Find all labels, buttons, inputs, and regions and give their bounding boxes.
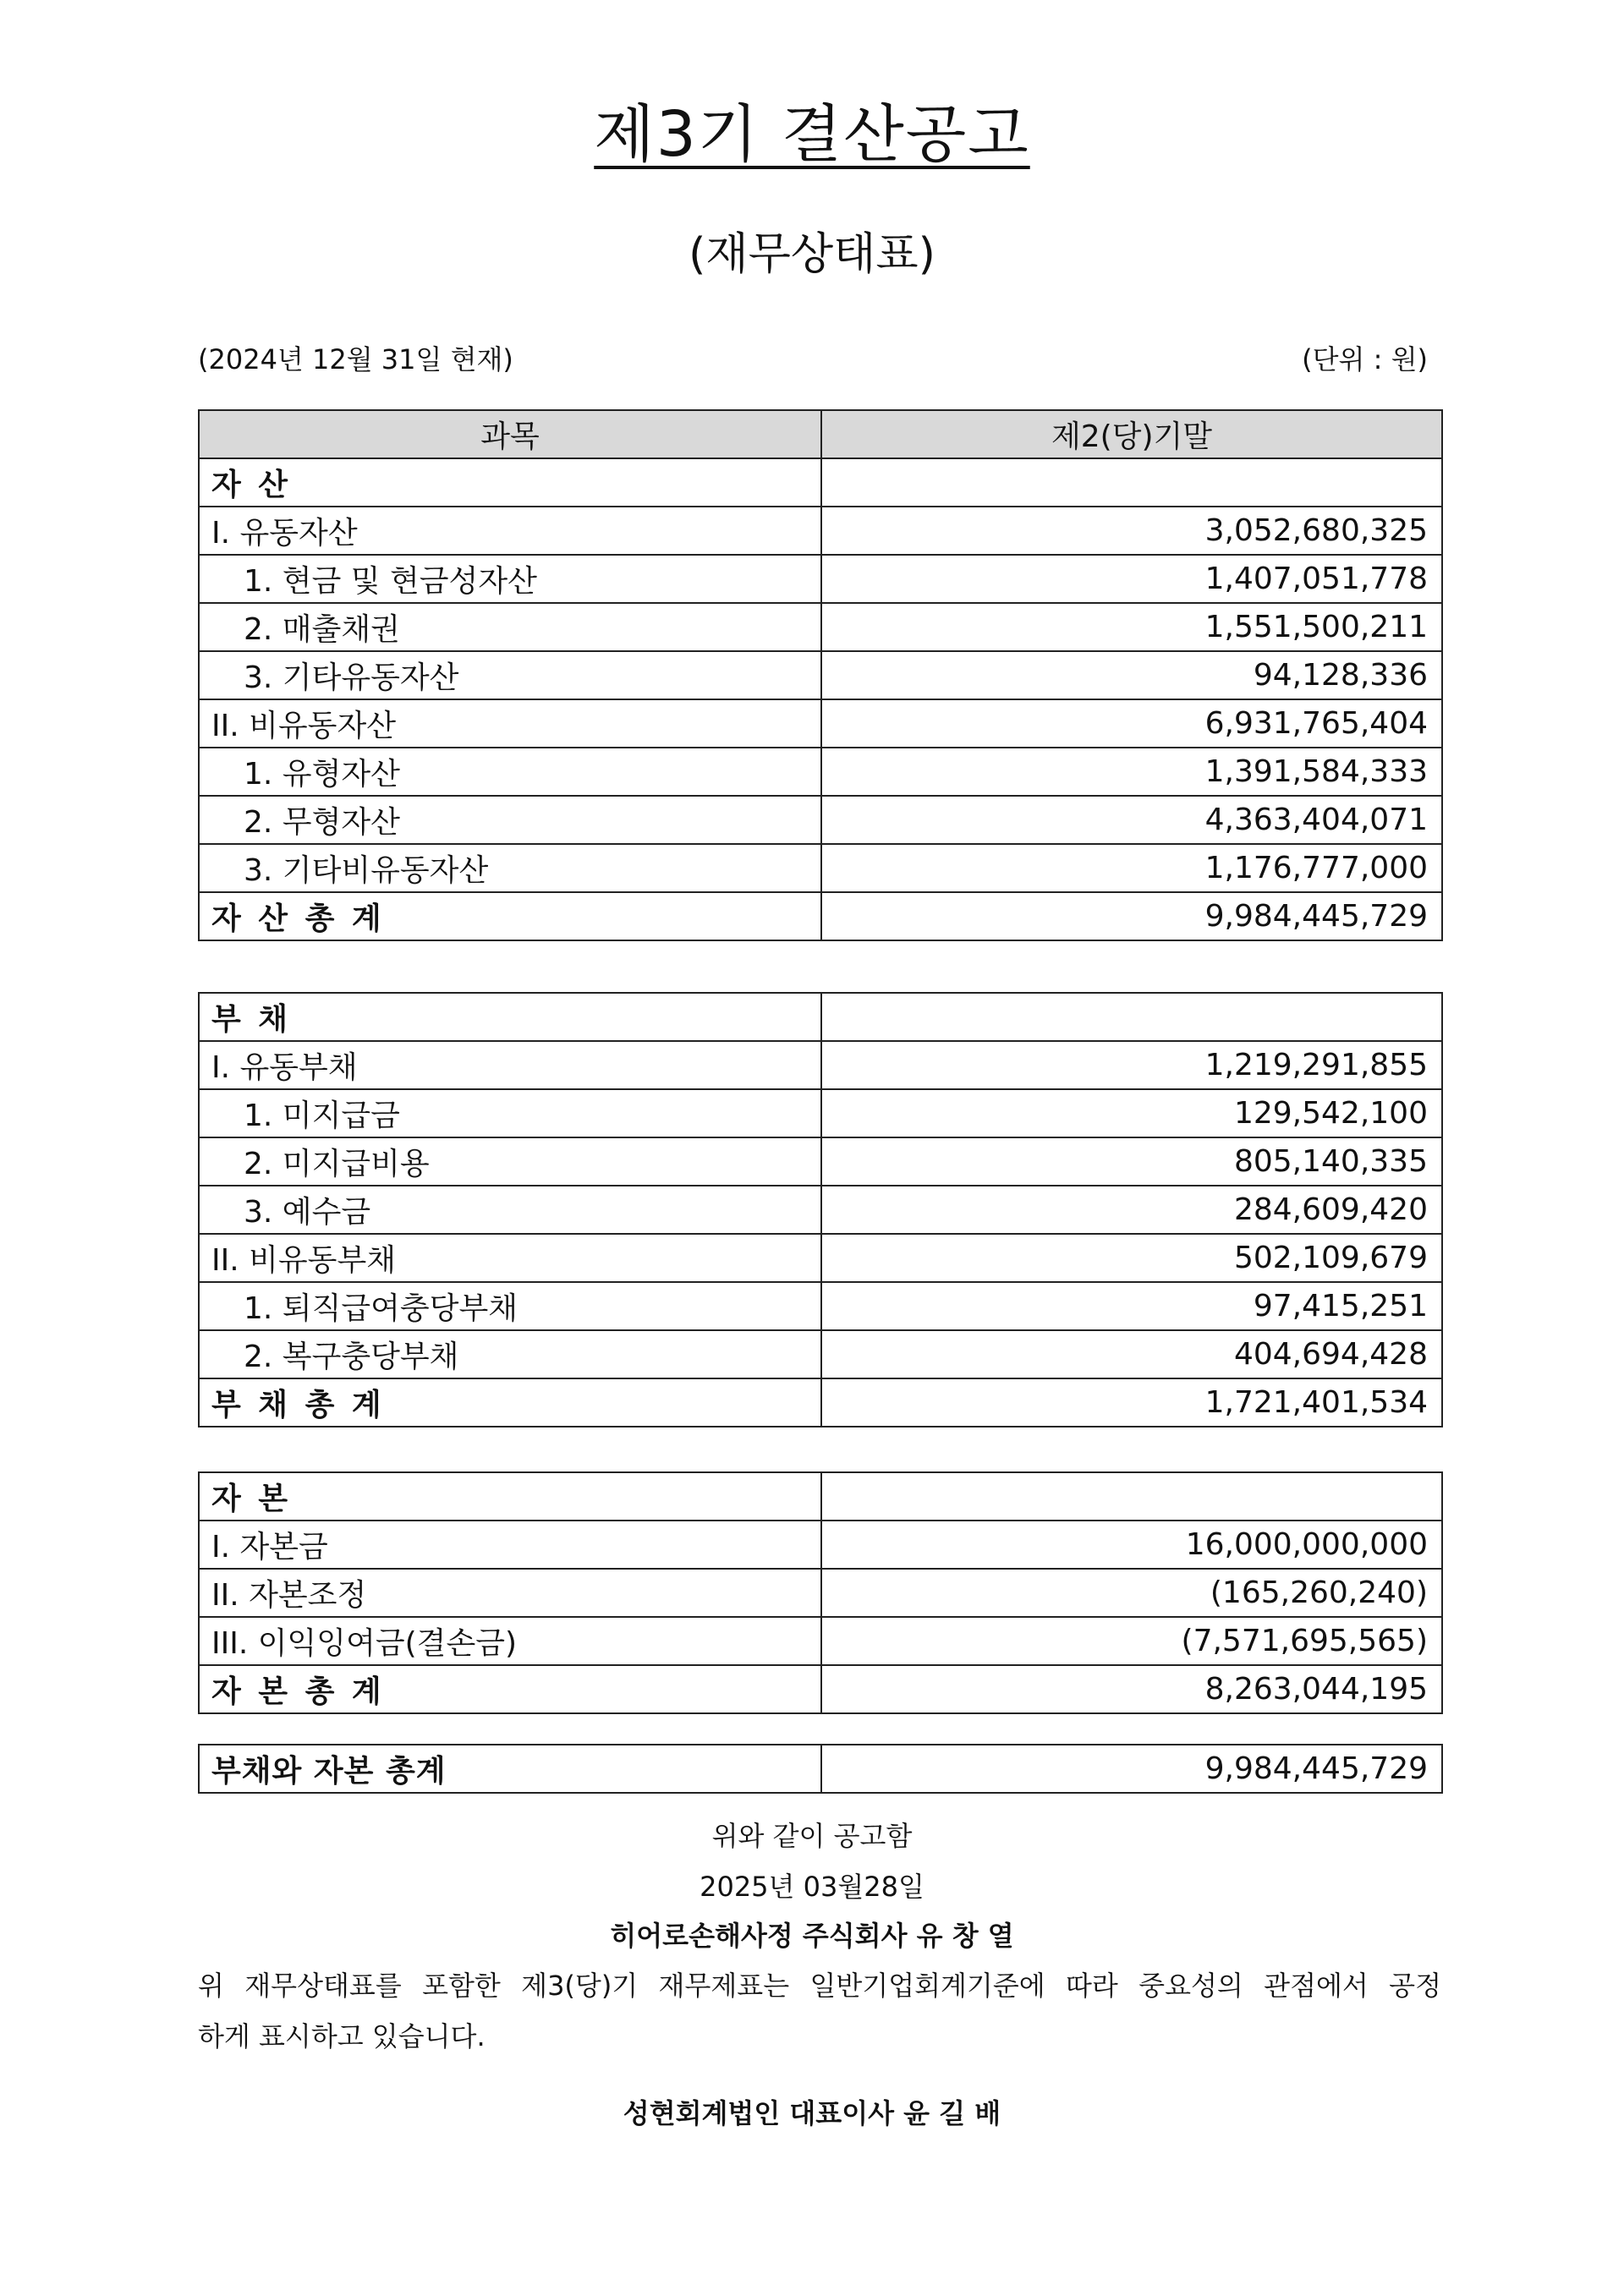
audit-opinion <box>198 1960 1441 2062</box>
row-value: (7,571,695,565) <box>821 1617 1442 1665</box>
row-label: 1. 유형자산 <box>199 748 821 796</box>
auditor-signature: 성현회계법인 대표이사 윤 길 배 <box>623 2097 1001 2129</box>
row-value: 404,694,428 <box>821 1330 1442 1378</box>
row-label: II. 자본조정 <box>199 1569 821 1617</box>
row-value: (165,260,240) <box>821 1569 1442 1617</box>
total-label: 자 산 총 계 <box>199 892 821 940</box>
section-heading-row <box>199 1472 1442 1521</box>
row-label: I. 자본금 <box>199 1521 821 1569</box>
table-row <box>199 748 1442 796</box>
section-heading-row <box>199 458 1442 507</box>
assets-table <box>198 409 1443 941</box>
section-heading-row <box>199 993 1442 1041</box>
audit-opinion-line1: 위 재무상태표를 포함한 제3(당)기 재무제표는 일반기업회계기준에 따라 중요성의 관점에서 공정 <box>198 1970 1441 2002</box>
header-period: 제2(당)기말 <box>821 410 1442 458</box>
row-value: 97,415,251 <box>821 1282 1442 1330</box>
row-value: 1,219,291,855 <box>821 1041 1442 1089</box>
row-value: 284,609,420 <box>821 1186 1442 1234</box>
table-row <box>199 1137 1442 1186</box>
row-value: 1,551,500,211 <box>821 603 1442 651</box>
date-note: (2024년 12월 31일 현재) <box>198 343 513 375</box>
document-title: 제3기 결산공고 <box>594 98 1030 171</box>
row-value: 1,407,051,778 <box>821 555 1442 603</box>
grand-total-row <box>199 1745 1442 1793</box>
empty-cell <box>821 993 1442 1041</box>
row-label: I. 유동부채 <box>199 1041 821 1089</box>
row-value: 1,391,584,333 <box>821 748 1442 796</box>
table-row <box>199 555 1442 603</box>
table-header-row <box>199 410 1442 458</box>
assets-heading: 자 산 <box>199 458 821 507</box>
row-value: 502,109,679 <box>821 1234 1442 1282</box>
liabilities-table <box>198 992 1443 1427</box>
equity-table <box>198 1471 1443 1714</box>
notice-date: 2025년 03월28일 <box>700 1871 924 1903</box>
row-label: 2. 미지급비용 <box>199 1137 821 1186</box>
liabilities-heading: 부 채 <box>199 993 821 1041</box>
table-row <box>199 1569 1442 1617</box>
equity-heading: 자 본 <box>199 1472 821 1521</box>
table-row <box>199 507 1442 555</box>
row-value: 16,000,000,000 <box>821 1521 1442 1569</box>
row-label: 3. 기타유동자산 <box>199 651 821 699</box>
row-label: II. 비유동부채 <box>199 1234 821 1282</box>
total-row <box>199 1378 1442 1427</box>
table-row <box>199 699 1442 748</box>
table-row <box>199 1521 1442 1569</box>
row-label: 1. 미지급금 <box>199 1089 821 1137</box>
total-value: 9,984,445,729 <box>821 892 1442 940</box>
row-label: 3. 기타비유동자산 <box>199 844 821 892</box>
row-value: 4,363,404,071 <box>821 796 1442 844</box>
table-row <box>199 1089 1442 1137</box>
table-row <box>199 651 1442 699</box>
row-value: 6,931,765,404 <box>821 699 1442 748</box>
total-label: 자 본 총 계 <box>199 1665 821 1713</box>
row-label: 3. 예수금 <box>199 1186 821 1234</box>
row-value: 3,052,680,325 <box>821 507 1442 555</box>
table-row <box>199 1186 1442 1234</box>
total-value: 8,263,044,195 <box>821 1665 1442 1713</box>
row-value: 129,542,100 <box>821 1089 1442 1137</box>
total-value: 1,721,401,534 <box>821 1378 1442 1427</box>
table-row <box>199 1617 1442 1665</box>
grand-total-label: 부채와 자본 총계 <box>199 1745 821 1793</box>
total-row <box>199 1665 1442 1713</box>
grand-total-table <box>198 1744 1443 1794</box>
row-label: 2. 매출채권 <box>199 603 821 651</box>
row-label: 2. 복구충당부채 <box>199 1330 821 1378</box>
row-label: 1. 퇴직급여충당부채 <box>199 1282 821 1330</box>
table-row <box>199 1041 1442 1089</box>
row-value: 94,128,336 <box>821 651 1442 699</box>
table-row <box>199 1330 1442 1378</box>
empty-cell <box>821 1472 1442 1521</box>
notice-text: 위와 같이 공고함 <box>711 1820 913 1852</box>
company-signature: 히어로손해사정 주식회사 유 창 열 <box>610 1920 1014 1952</box>
table-row <box>199 1234 1442 1282</box>
table-row <box>199 796 1442 844</box>
total-label: 부 채 총 계 <box>199 1378 821 1427</box>
row-label: II. 비유동자산 <box>199 699 821 748</box>
grand-total-value: 9,984,445,729 <box>821 1745 1442 1793</box>
document-subtitle: (재무상태표) <box>689 229 935 280</box>
table-row <box>199 1282 1442 1330</box>
row-label: III. 이익잉여금(결손금) <box>199 1617 821 1665</box>
table-row <box>199 844 1442 892</box>
row-value: 805,140,335 <box>821 1137 1442 1186</box>
table-row <box>199 603 1442 651</box>
unit-note: (단위 : 원) <box>1302 343 1428 375</box>
row-value: 1,176,777,000 <box>821 844 1442 892</box>
row-label: 2. 무형자산 <box>199 796 821 844</box>
row-label: I. 유동자산 <box>199 507 821 555</box>
header-account: 과목 <box>199 410 821 458</box>
total-row <box>199 892 1442 940</box>
audit-opinion-line2: 하게 표시하고 있습니다. <box>198 2020 486 2052</box>
row-label: 1. 현금 및 현금성자산 <box>199 555 821 603</box>
meta-row <box>198 338 1428 377</box>
empty-cell <box>821 458 1442 507</box>
